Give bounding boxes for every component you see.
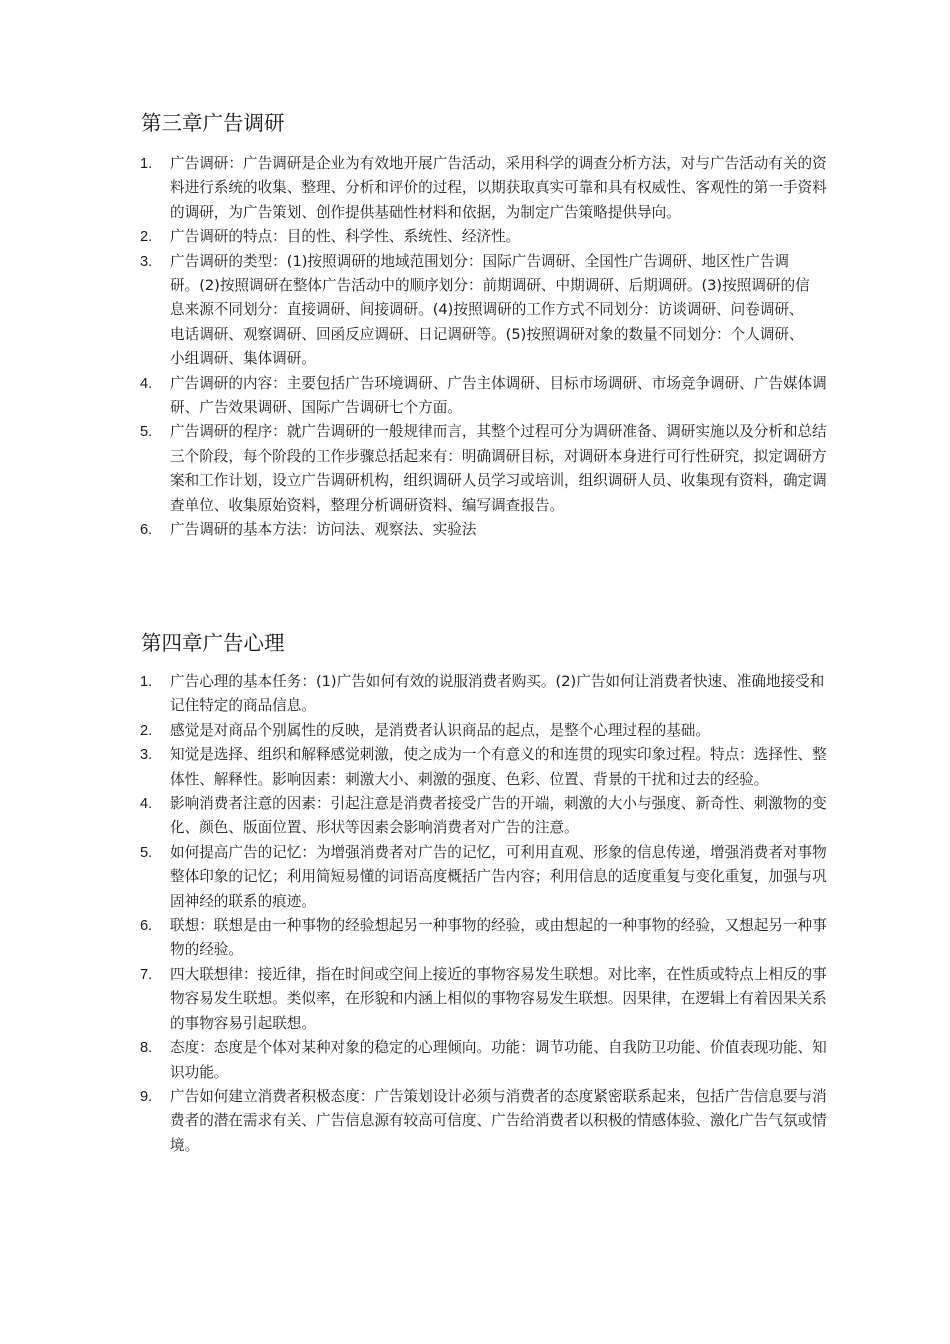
list-item [140, 670, 830, 719]
list-text: 广告调研的特点：目的性、科学性、系统性、经济性。 [170, 228, 521, 246]
list-number: 6. [140, 522, 153, 539]
list-text: 如何提高广告的记忆：为增强消费者对广告的记忆，可利用直观、形象的信息传递，增强消费者对事物整体印象的记忆；利用简短易懂的词语高度概括广告内容；利用信息的适度重复与变化重复，加强与巩固神经的联系的痕迹。 [170, 843, 827, 910]
list-item [140, 914, 830, 963]
list-number: 1. [140, 674, 153, 690]
list-number: 5. [140, 844, 153, 861]
chapter-3-list [0, 152, 950, 543]
list-item [140, 841, 830, 914]
list-item [140, 792, 830, 841]
list-item [140, 250, 810, 372]
list-item [140, 1036, 830, 1085]
list-item [140, 1085, 830, 1158]
list-number: 7. [140, 966, 153, 983]
list-number: 2. [140, 722, 153, 739]
list-number: 9. [140, 1088, 153, 1105]
list-text: 知觉是选择、组织和解释感觉刺激，使之成为一个有意义的和连贯的现实印象过程。特点：选择性、整体性、解释性。影响因素：刺激大小、刺激的强度、色彩、位置、背景的干扰和过去的经验。 [170, 746, 827, 788]
list-text: 四大联想律：接近律，指在时间或空间上接近的事物容易发生联想。对比率，在性质或特点上相反的事物容易发生联想。类似率，在形貌和内涵上相似的事物容易发生联想。因果律，在逻辑上有着因果关系的事物容易引起联想。 [170, 965, 827, 1032]
chapter-4-section [0, 628, 950, 1158]
list-item [140, 963, 830, 1036]
list-item [140, 518, 830, 542]
list-text: 广告调研的类型：(1)按照调研的地域范围划分：国际广告调研、全国性广告调研、地区性广告调研。(2)按照调研在整体广告活动中的顺序划分：前期调研、中期调研、后期调研。(3)按照调研的信息来源不同划分：直接调研、间接调研。(4)按照调研的工作方式不同划分：访谈调研、问卷调研、电话调研、观察调研、回函反应调研、日记调研等。(5)按照调研对象的数量不同划分：个人调研、小组调研、集体调研。 [170, 252, 810, 368]
list-number: 1. [140, 156, 153, 172]
chapter-4-title: 第四章广告心理 [141, 631, 285, 655]
list-number: 4. [140, 796, 153, 813]
list-text: 广告如何建立消费者积极态度：广告策划设计必须与消费者的态度紧密联系起来，包括广告信息要与消费者的潜在需求有关、广告信息源有较高可信度、广告给消费者以积极的情感体验、激化广告气氛或情境。 [170, 1087, 827, 1154]
list-text: 广告调研的程序：就广告调研的一般规律而言，其整个过程可分为调研准备、调研实施以及分析和总结三个阶段，每个阶段的工作步骤总括起来有：明确调研目标，对调研本身进行可行性研究，拟定调研方案和工作计划，设立广告调研机构，组织调研人员学习或培训，组织调研人员、收集现有资料，确定调查单位、收集原始资料，整理分析调研资料、编写调查报告。 [170, 423, 827, 514]
chapter-3-title: 第三章广告调研 [141, 111, 285, 135]
chapter-3-section [0, 108, 950, 543]
list-number: 6. [140, 918, 153, 935]
list-number: 3. [140, 253, 153, 270]
list-number: 5. [140, 424, 153, 441]
list-number: 2. [140, 229, 153, 246]
list-item [140, 719, 830, 743]
list-text: 广告心理的基本任务：(1)广告如何有效的说服消费者购买。(2)广告如何让消费者快速、准确地接受和记住特定的商品信息。 [170, 673, 825, 715]
list-item [140, 743, 830, 792]
list-text: 态度：态度是个体对某种对象的稳定的心理倾向。功能：调节功能、自我防卫功能、价值表现功能、知识功能。 [170, 1039, 827, 1081]
list-text: 广告调研：广告调研是企业为有效地开展广告活动，采用科学的调查分析方法，对与广告活动有关的资料进行系统的收集、整理、分析和评价的过程，以期获取真实可靠和具有权威性、客观性的第一手资料的调研，为广告策划、创作提供基础性材料和依据，为制定广告策略提供导向。 [170, 155, 827, 221]
list-text: 感觉是对商品个别属性的反映，是消费者认识商品的起点，是整个心理过程的基础。 [170, 721, 710, 739]
list-item [140, 372, 830, 421]
list-item [140, 225, 830, 249]
list-number: 3. [140, 747, 153, 764]
list-text: 广告调研的基本方法：访问法、观察法、实验法 [170, 521, 477, 539]
list-number: 8. [140, 1040, 153, 1057]
list-item [140, 420, 830, 518]
chapter-4-list [0, 670, 950, 1158]
list-text: 联想：联想是由一种事物的经验想起另一种事物的经验，或由想起的一种事物的经验，又想起另一种事物的经验。 [170, 917, 827, 959]
list-item [140, 152, 830, 225]
list-number: 4. [140, 375, 153, 392]
list-text: 广告调研的内容：主要包括广告环境调研、广告主体调研、目标市场调研、市场竞争调研、广告媒体调研、广告效果调研、国际广告调研七个方面。 [170, 374, 827, 417]
list-text: 影响消费者注意的因素：引起注意是消费者接受广告的开端，刺激的大小与强度、新奇性、刺激物的变化、颜色、版面位置、形状等因素会影响消费者对广告的注意。 [170, 795, 827, 837]
